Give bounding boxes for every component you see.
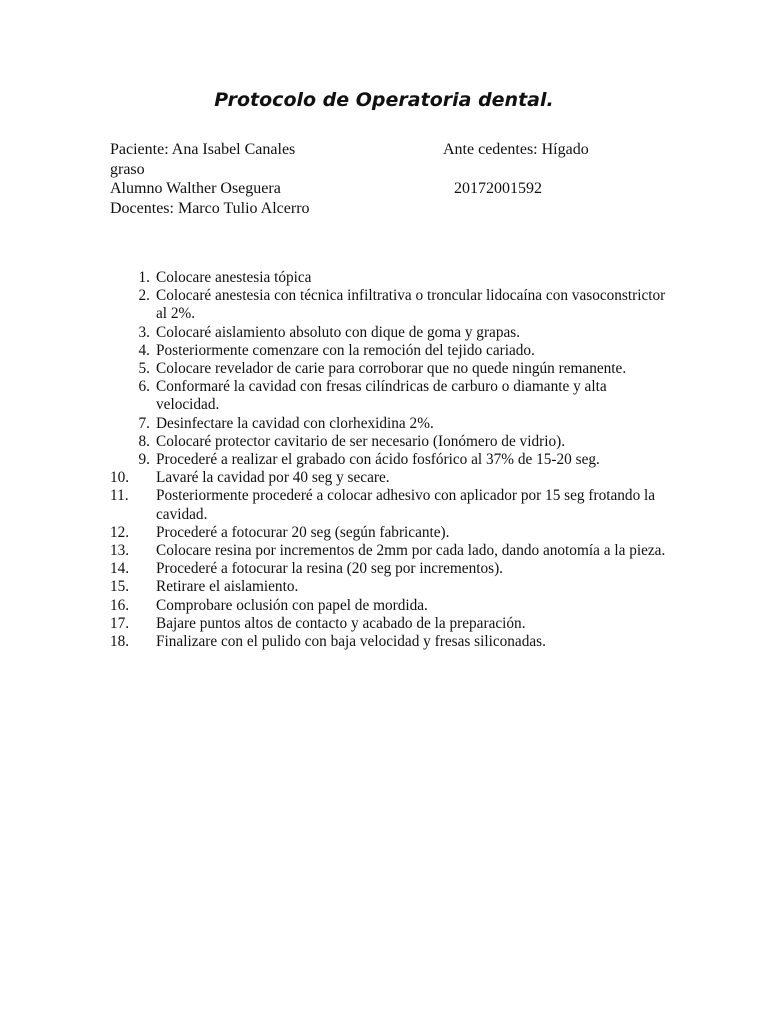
step-number: 3. xyxy=(138,323,150,341)
step-text: Finalizare con el pulido con baja velocidad y fresas siliconadas. xyxy=(156,633,546,651)
step-number: 13. xyxy=(110,542,130,560)
procedure-step xyxy=(110,415,670,433)
step-number: 2. xyxy=(138,287,150,305)
step-number: 16. xyxy=(110,596,130,614)
step-text: Lavaré la cavidad por 40 seg y secare. xyxy=(156,469,390,487)
step-text: Retirare el aislamiento. xyxy=(156,578,299,596)
step-number: 12. xyxy=(110,523,130,541)
procedure-step xyxy=(110,633,670,651)
step-number: 4. xyxy=(138,341,150,359)
procedure-step xyxy=(110,324,670,342)
step-number: 10. xyxy=(110,469,130,487)
step-text: Colocare revelador de carie para corroborar que no quede ningún remanente. xyxy=(156,360,627,378)
procedure-step xyxy=(110,524,670,542)
procedure-step xyxy=(110,615,670,633)
step-number: 18. xyxy=(110,633,130,651)
step-number: 9. xyxy=(138,451,150,469)
procedure-step xyxy=(110,487,670,523)
patient-header xyxy=(110,140,670,218)
teachers-label: Docentes: Marco Tulio Alcerro xyxy=(110,199,310,217)
step-text: Colocare resina por incrementos de 2mm por cada lado, dando anotomía a la pieza. xyxy=(156,542,666,560)
procedure-step xyxy=(110,269,670,287)
procedure-step xyxy=(110,342,670,360)
step-text: Colocaré aislamiento absoluto con dique de goma y grapas. xyxy=(156,323,521,341)
student-id: 20172001592 xyxy=(454,180,542,197)
step-number: 6. xyxy=(138,378,150,396)
step-text: Procederé a realizar el grabado con ácido fosfórico al 37% de 15-20 seg. xyxy=(156,451,600,469)
step-text: Comprobare oclusión con papel de mordida. xyxy=(156,596,428,614)
patient-label: Paciente: Ana Isabel Canales xyxy=(110,141,296,158)
step-text: Procederé a fotocurar la resina (20 seg por incrementos). xyxy=(156,560,504,578)
step-text: Colocaré anestesia con técnica infiltrativa o troncular lidocaína con vasoconstrictor al 2%. xyxy=(156,287,666,323)
procedure-step xyxy=(110,469,670,487)
step-number: 17. xyxy=(110,614,130,632)
procedure-step xyxy=(110,597,670,615)
step-number: 5. xyxy=(138,360,150,378)
procedure-step xyxy=(110,378,670,414)
student-line xyxy=(110,179,670,199)
patient-line xyxy=(110,140,670,160)
procedure-step xyxy=(110,451,670,469)
student-label: Alumno Walther Oseguera xyxy=(110,180,281,197)
teachers-line xyxy=(110,199,670,219)
step-text: Posteriormente procederé a colocar adhesivo con aplicador por 15 seg frotando la cavidad. xyxy=(156,487,656,523)
step-text: Procederé a fotocurar 20 seg (según fabricante). xyxy=(156,523,450,541)
step-number: 8. xyxy=(138,432,150,450)
step-text: Desinfectare la cavidad con clorhexidina 2%. xyxy=(156,414,434,432)
procedure-step xyxy=(110,360,670,378)
procedure-step xyxy=(110,542,670,560)
medical-history-label: Ante cedentes: Hígado xyxy=(443,141,589,158)
step-text: Posteriormente comenzare con la remoción del tejido cariado. xyxy=(156,341,535,359)
medical-history-continuation: graso xyxy=(110,160,145,178)
step-text: Colocaré protector cavitario de ser necesario (Ionómero de vidrio). xyxy=(156,432,566,450)
step-number: 14. xyxy=(110,560,130,578)
history-continuation-line xyxy=(110,160,670,180)
procedure-step xyxy=(110,578,670,596)
step-number: 15. xyxy=(110,578,130,596)
step-number: 7. xyxy=(138,414,150,432)
document-title: Protocolo de Operatoria dental. xyxy=(214,89,554,111)
step-number: 1. xyxy=(138,269,150,286)
procedure-step xyxy=(110,287,670,323)
step-text: Conformaré la cavidad con fresas cilíndricas de carburo o diamante y alta velocidad. xyxy=(156,378,607,414)
step-number: 11. xyxy=(110,487,129,505)
procedure-step xyxy=(110,560,670,578)
step-text: Colocare anestesia tópica xyxy=(156,269,312,286)
step-text: Bajare puntos altos de contacto y acabado de la preparación. xyxy=(156,614,526,632)
procedure-steps-list xyxy=(110,269,670,651)
procedure-step xyxy=(110,433,670,451)
